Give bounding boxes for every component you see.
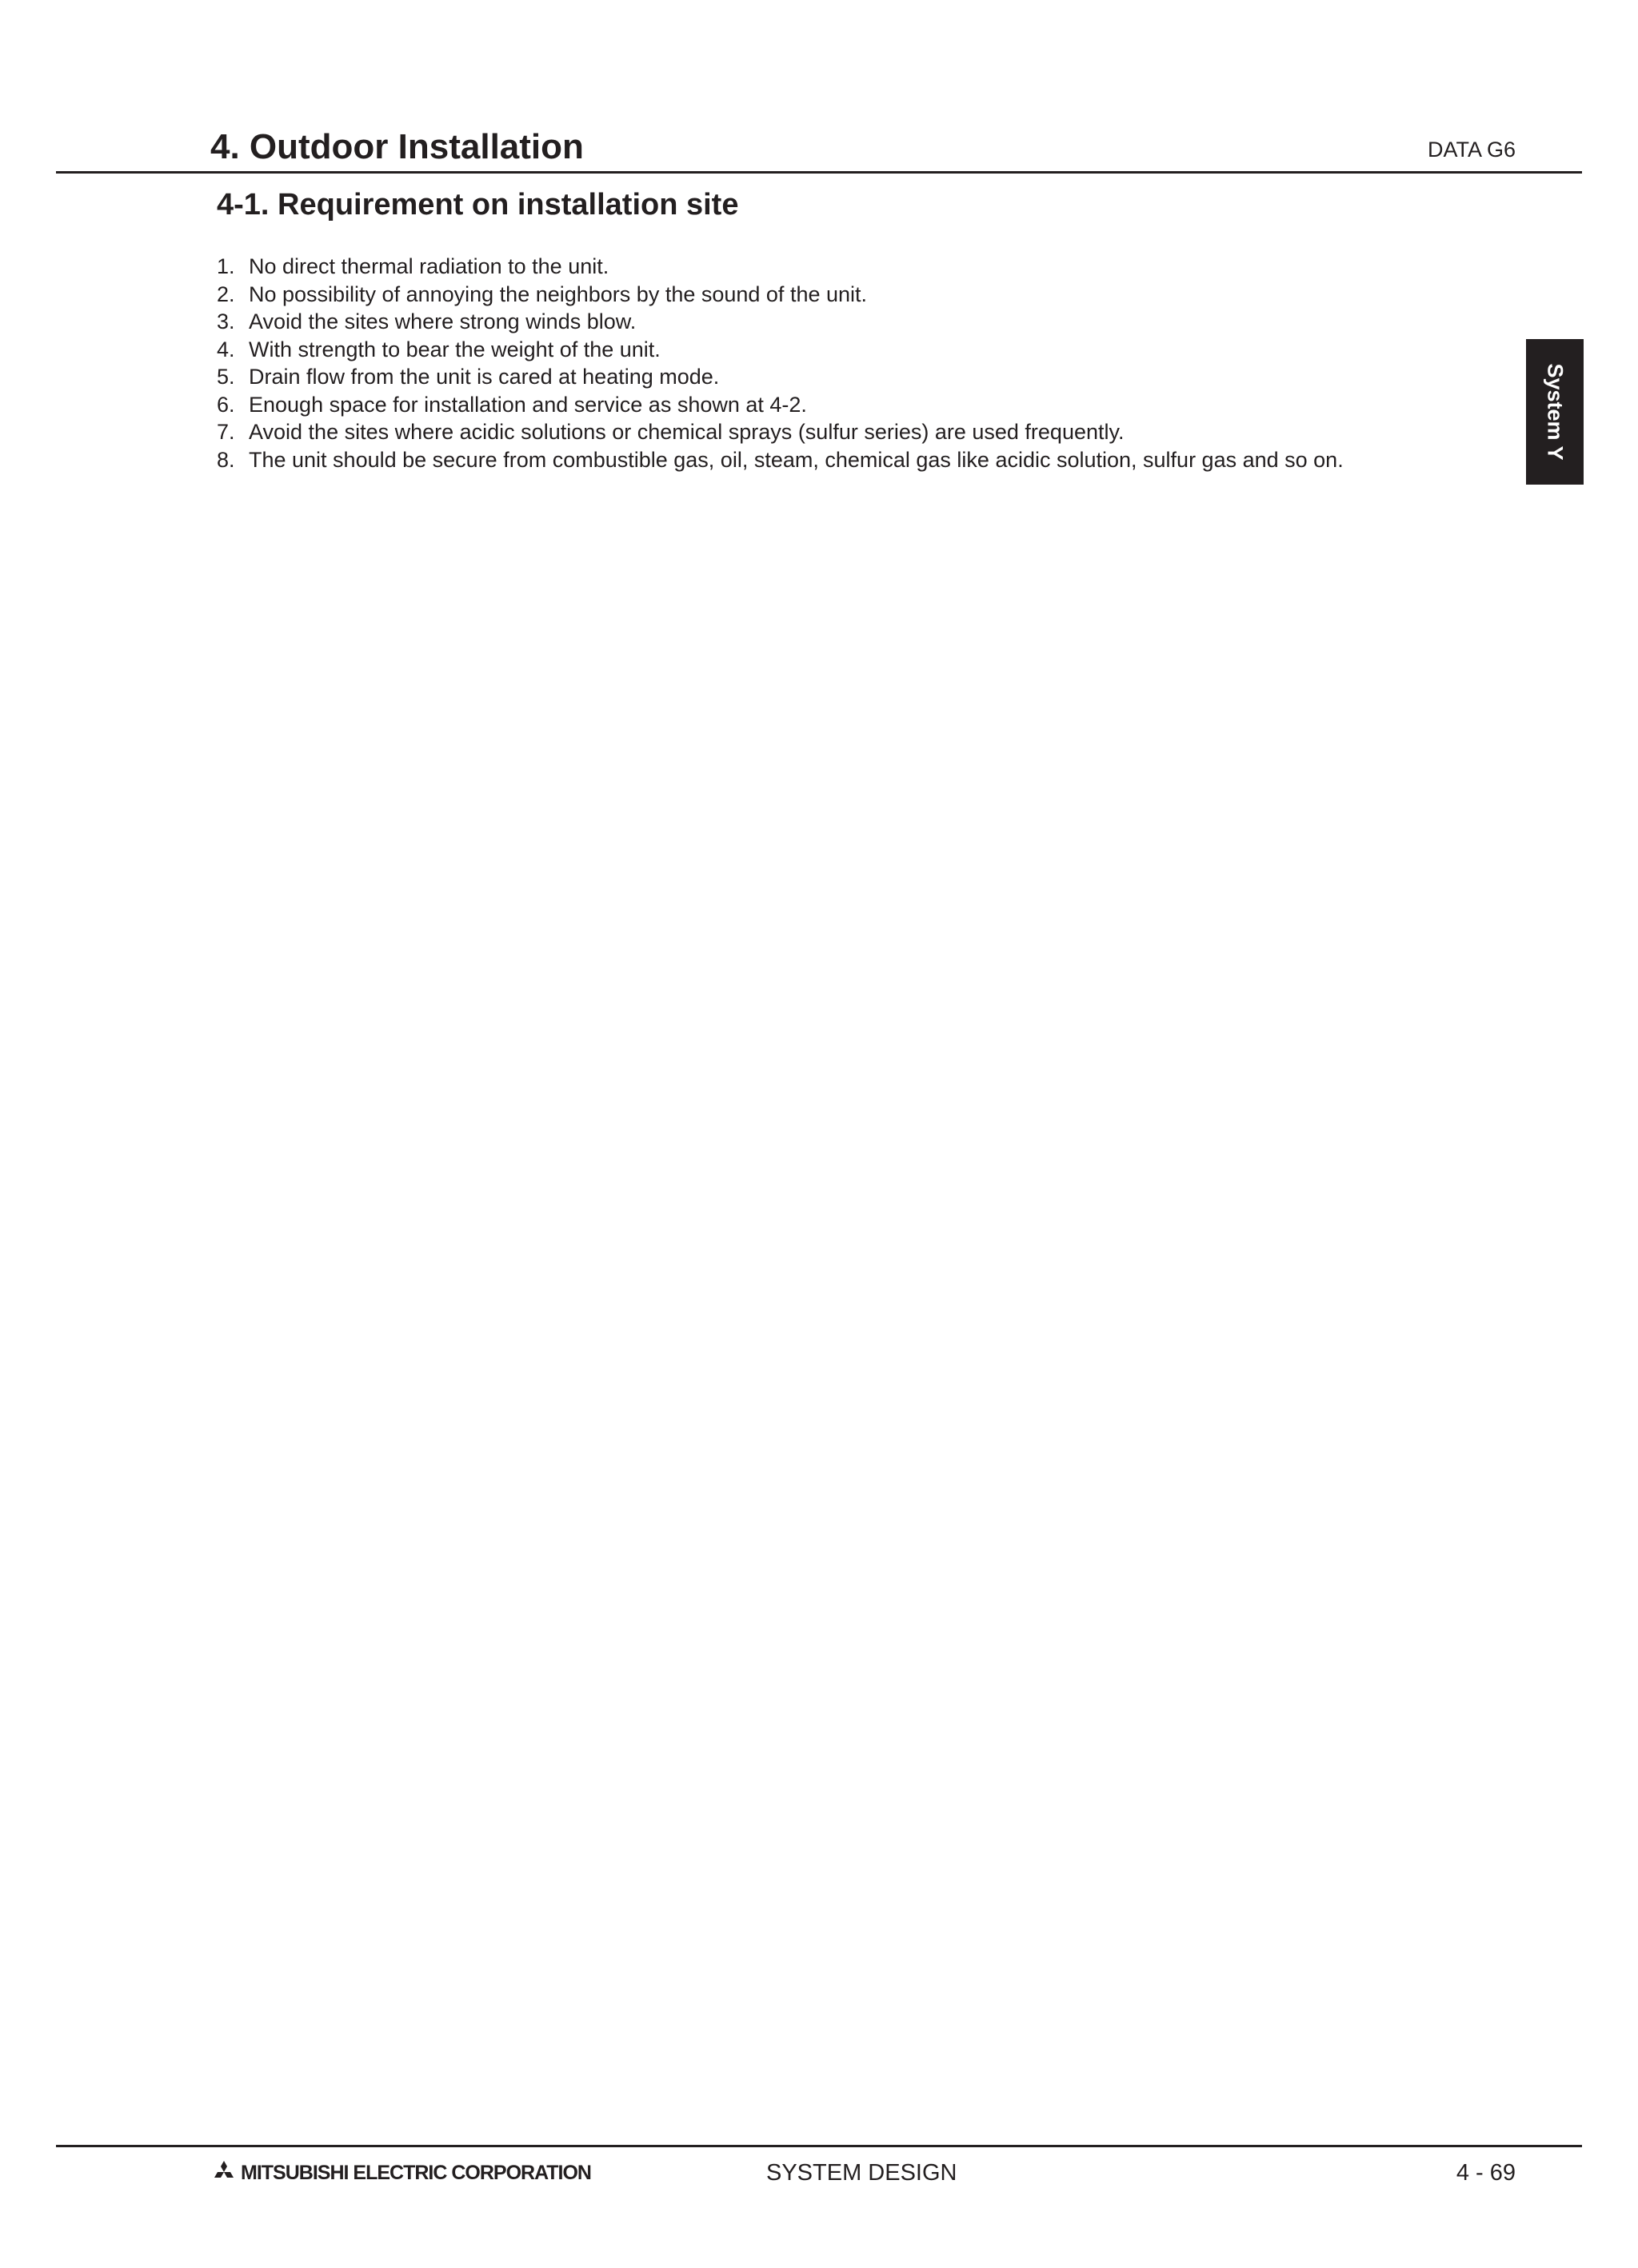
list-item <box>217 308 1344 336</box>
list-item <box>217 363 1344 391</box>
list-item-text: No direct thermal radiation to the unit. <box>249 254 609 278</box>
footer-divider <box>56 2145 1582 2147</box>
section-title: 4-1. Requirement on installation site <box>217 188 739 222</box>
footer-section-name: SYSTEM DESIGN <box>766 2160 957 2186</box>
list-item-text: With strength to bear the weight of the unit. <box>249 337 661 361</box>
section-side-tab <box>1526 339 1584 485</box>
requirements-list <box>217 253 1344 473</box>
list-item <box>217 446 1344 474</box>
list-item-number: 6. <box>217 392 235 417</box>
list-item-number: 8. <box>217 447 235 472</box>
list-item-text: The unit should be secure from combustible gas, oil, steam, chemical gas like acidic solution, sulfur gas and so on. <box>249 447 1344 472</box>
page-title: 4. Outdoor Installation <box>210 127 584 166</box>
list-item-text: Drain flow from the unit is cared at heating mode. <box>249 365 720 389</box>
side-tab-label: System Y <box>1543 363 1568 461</box>
document-code: DATA G6 <box>1427 138 1516 162</box>
list-item-number: 7. <box>217 420 235 444</box>
company-name: MITSUBISHI ELECTRIC CORPORATION <box>241 2162 591 2184</box>
list-item-text: Avoid the sites where acidic solutions or chemical sprays (sulfur series) are used frequently. <box>249 420 1125 444</box>
list-item <box>217 418 1344 446</box>
company-logo <box>210 2159 591 2186</box>
list-item-text: No possibility of annoying the neighbors by the sound of the unit. <box>249 282 868 306</box>
list-item <box>217 336 1344 364</box>
list-item <box>217 253 1344 281</box>
list-item <box>217 281 1344 309</box>
three-diamonds-logo-icon <box>210 2161 241 2185</box>
page-number: 4 - 69 <box>1456 2160 1516 2186</box>
list-item-text: Enough space for installation and service as shown at 4-2. <box>249 392 807 417</box>
list-item-number: 4. <box>217 337 235 361</box>
list-item-text: Avoid the sites where strong winds blow. <box>249 309 637 333</box>
list-item-number: 5. <box>217 365 235 389</box>
list-item <box>217 391 1344 419</box>
list-item-number: 1. <box>217 254 235 278</box>
header-divider <box>56 171 1582 174</box>
list-item-number: 3. <box>217 309 235 333</box>
list-item-number: 2. <box>217 282 235 306</box>
